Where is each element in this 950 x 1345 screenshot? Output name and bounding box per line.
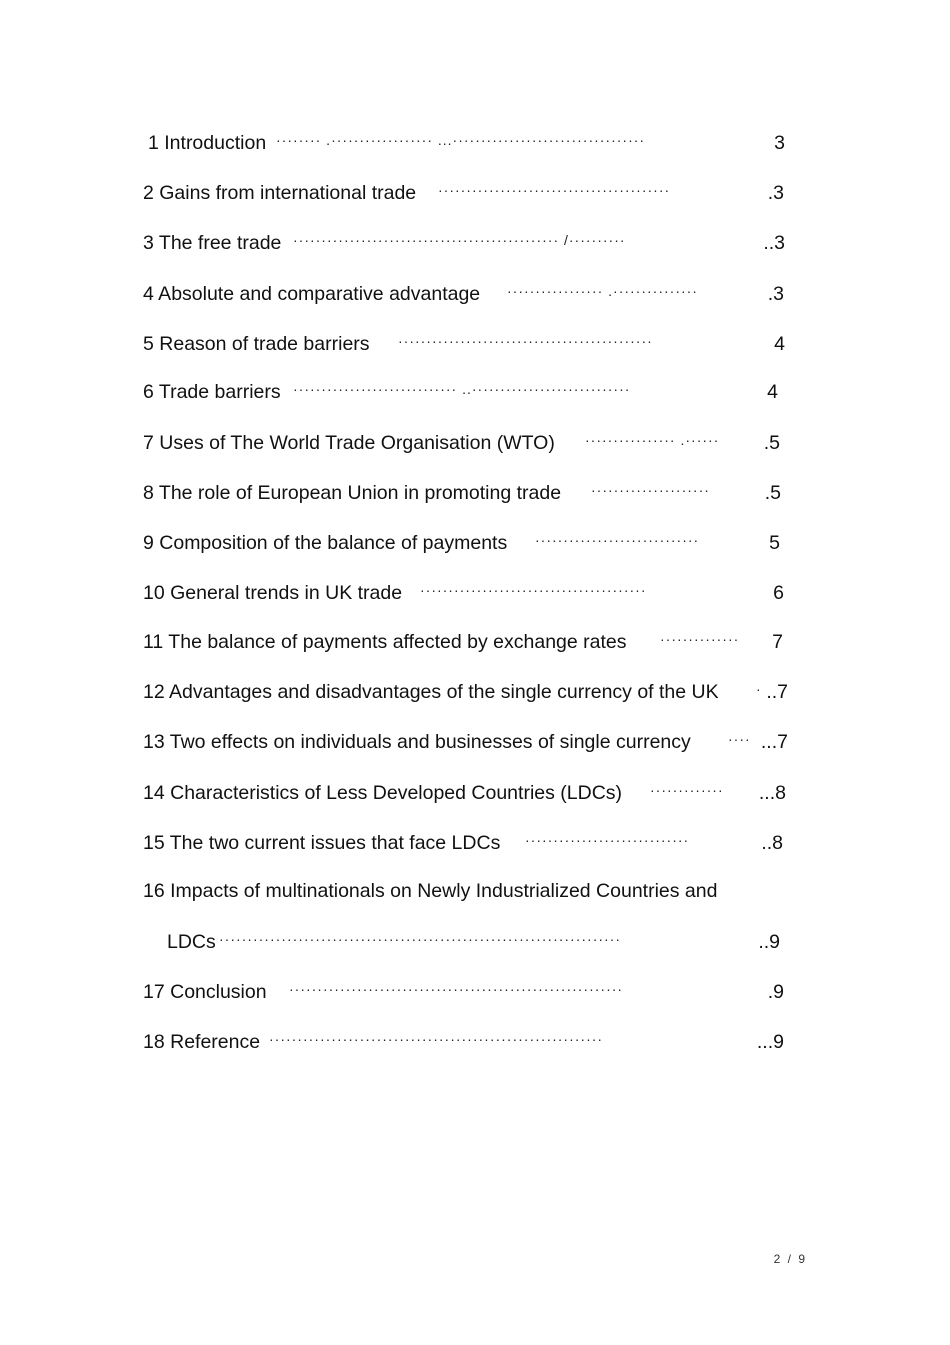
toc-entry-page: 3 [774,132,785,154]
toc-entry [0,478,950,508]
toc-entry-leader: ············· [650,782,724,798]
toc-entry-page: .3 [767,283,784,305]
toc-entry-title: 15 The two current issues that face LDCs [143,832,501,854]
toc-entry-page: ..9 [758,931,780,953]
toc-entry-leader: ······································································· [219,931,622,947]
toc-entry-title: 11 The balance of payments affected by exchange rates [143,631,627,653]
toc-entry-title: 13 Two effects on individuals and businesses of single currency [143,731,691,753]
toc-entry-page: .3 [767,182,784,204]
toc-entry-title: 4 Absolute and comparative advantage [143,283,481,305]
toc-entry [0,329,950,359]
toc-entry-page: ...8 [758,782,786,804]
toc-entry-title: 8 The role of European Union in promoting trade [143,482,562,504]
toc-entry [0,1027,950,1057]
toc-entry [0,128,950,158]
toc-entry-page: 7 [772,631,783,653]
toc-entry-leader: ········································ [420,582,647,598]
toc-entry-title: 17 Conclusion [143,981,267,1003]
toc-entry-leader: ····························· ..···························· [293,381,631,397]
toc-entry [0,377,950,407]
toc-entry-title: 3 The free trade [143,232,282,254]
toc-entry-page: ...9 [756,1031,784,1053]
toc-entry-leader: · [756,681,762,697]
toc-entry [0,828,950,858]
toc-entry-leader: ····························· [525,832,690,848]
toc-entry-title: 14 Characteristics of Less Developed Countries (LDCs) [143,782,623,804]
toc-entry-leader: ····························· [535,532,700,548]
toc-entry-leader: ············································· [398,333,653,349]
toc-entry [0,627,950,657]
toc-entry-leader: ········ .·················· ...·································· [276,132,646,148]
page-number: 2 / 9 [773,1252,807,1266]
toc-entry [0,279,950,309]
toc-entry-page: 6 [773,582,784,604]
toc-entry-leader: ···· [728,731,751,747]
toc-entry [0,727,950,757]
toc-entry-leader: ····················· [591,482,710,498]
toc-entry [0,927,950,957]
toc-entry-leader: ··························································· [269,1031,604,1047]
toc-entry [0,778,950,808]
toc-entry [0,578,950,608]
toc-entry-page: 5 [769,532,780,554]
toc-entry-title: LDCs [167,931,216,953]
toc-entry-title: 10 General trends in UK trade [143,582,403,604]
toc-entry-leader: ·············· [660,631,740,647]
toc-entry [0,876,950,906]
toc-entry-page: ..3 [763,232,785,254]
toc-entry-leader: ··························································· [289,981,624,997]
toc-entry [0,228,950,258]
toc-entry-page: 4 [774,333,785,355]
toc-entry-leader: ··············································· /·········· [293,232,626,248]
toc-entry-title: 9 Composition of the balance of payments [143,532,508,554]
toc-entry-title: 18 Reference [143,1031,261,1053]
toc-entry-title: 12 Advantages and disadvantages of the single currency of the UK [143,681,719,703]
toc-entry-title: 2 Gains from international trade [143,182,417,204]
toc-entry-page: ..7 [766,681,788,703]
toc-entry-leader: ········································· [438,182,671,198]
toc-entry-page: ...7 [760,731,788,753]
toc-entry-title: 5 Reason of trade barriers [143,333,370,355]
toc-entry-page: .9 [767,981,784,1003]
toc-entry-title: 1 Introduction [148,132,267,154]
toc-entry [0,977,950,1007]
toc-entry [0,677,950,707]
toc-entry-title: 16 Impacts of multinationals on Newly Industrialized Countries and [143,880,718,902]
toc-entry [0,178,950,208]
toc-entry-title: 6 Trade barriers [143,381,281,403]
toc-entry-leader: ················· .··············· [507,283,698,299]
toc-entry-leader: ················ .······ [585,432,720,448]
toc-entry [0,528,950,558]
toc-entry-page: .5 [763,432,780,454]
toc-entry-title: 7 Uses of The World Trade Organisation (WTO) [143,432,555,454]
toc-entry-page: ..8 [761,832,783,854]
toc-entry-page: 4 [767,381,778,403]
toc-entry-page: .5 [764,482,781,504]
toc-entry [0,428,950,458]
